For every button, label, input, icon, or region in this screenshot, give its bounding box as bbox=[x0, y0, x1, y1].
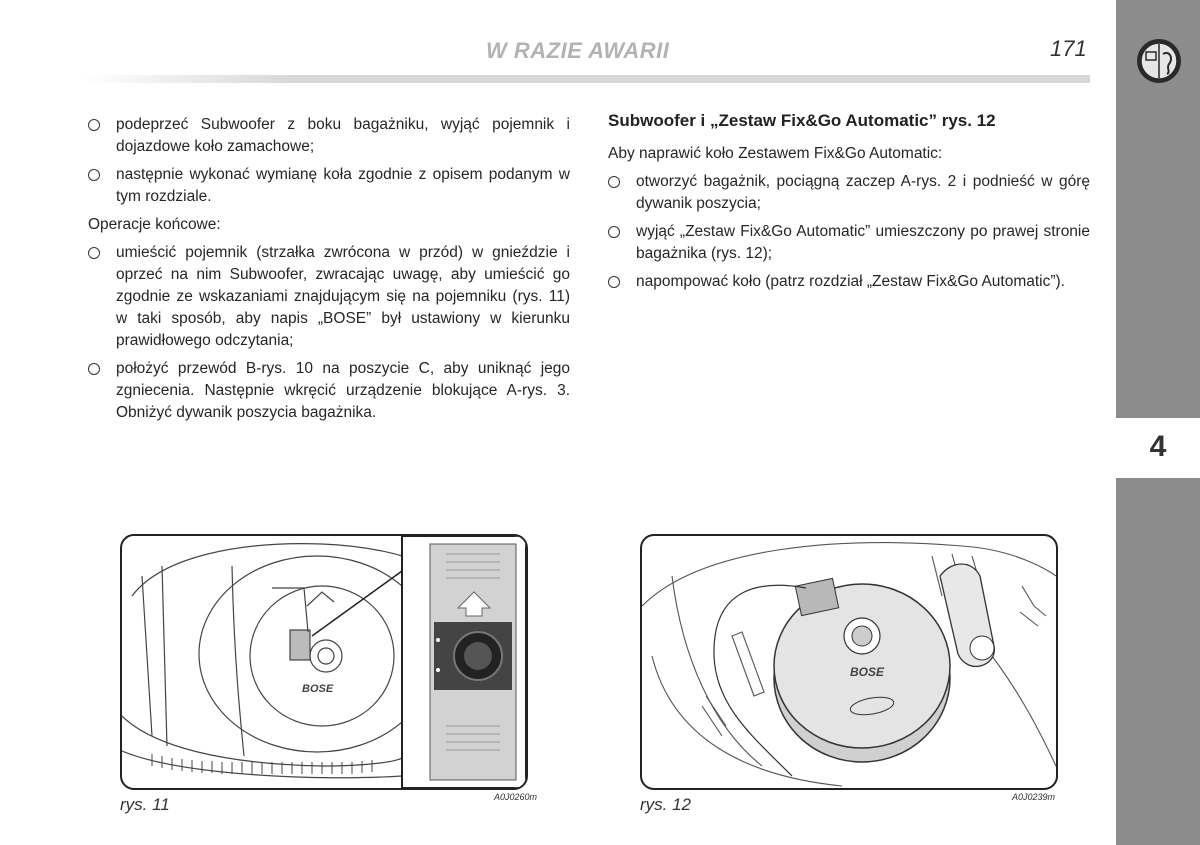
bullet-circle-icon bbox=[88, 169, 100, 181]
paragraph: Aby naprawić koło Zestawem Fix&Go Automatic: bbox=[608, 145, 943, 162]
header-rule bbox=[84, 75, 1090, 83]
list-item: następnie wykonać wymianę koła zgodnie z opisem podanym w tym rozdziale. bbox=[88, 164, 570, 208]
paragraph: Operacje końcowe: bbox=[88, 216, 221, 233]
bullet-circle-icon bbox=[608, 276, 620, 288]
list-item: umieścić pojemnik (strzałka zwrócona w przód) w gnieździe i oprzeć na nim Subwoofer, zwracając uwagę, aby umieścić go zgodnie ze wskazaniami znajdującym się na pojemniku (rys. 11) w taki sposób, aby napis „BOSE” był ustawiony w kierunku prawidłowego odczytania; bbox=[88, 242, 570, 352]
bullet-circle-icon bbox=[88, 247, 100, 259]
list-item: napompować koło (patrz rozdział „Zestaw Fix&Go Automatic”). bbox=[608, 271, 1090, 293]
figure-11-code: A0J0260m bbox=[494, 792, 538, 802]
section-heading: Subwoofer i „Zestaw Fix&Go Automatic” rys. 12 bbox=[608, 111, 996, 130]
figure-12-caption: rys. 12 bbox=[640, 795, 692, 814]
chapter-side-tab bbox=[1116, 0, 1200, 845]
bullet-circle-icon bbox=[608, 226, 620, 238]
bullet-circle-icon bbox=[88, 119, 100, 131]
alfa-romeo-logo-icon bbox=[1136, 38, 1182, 84]
bullet-circle-icon bbox=[608, 176, 620, 188]
list-item: podeprzeć Subwoofer z boku bagażniku, wyjąć pojemnik i dojazdowe koło zamachowe; bbox=[88, 114, 570, 158]
page-number: 171 bbox=[1050, 36, 1087, 61]
bose-label: BOSE bbox=[850, 665, 885, 679]
figure-12-code: A0J0239m bbox=[1012, 792, 1056, 802]
list-item: otworzyć bagażnik, pociągną zaczep A-rys. 2 i podnieść w górę dywanik poszycia; bbox=[608, 171, 1090, 215]
left-text-column bbox=[88, 114, 570, 430]
figure-12-illustration bbox=[640, 534, 1058, 790]
list-item: wyjąć „Zestaw Fix&Go Automatic” umieszczony po prawej stronie bagażnika (rys. 12); bbox=[608, 221, 1090, 265]
right-text-column bbox=[608, 110, 1090, 299]
figure-11-caption: rys. 11 bbox=[120, 795, 170, 814]
bullet-circle-icon bbox=[88, 363, 100, 375]
chapter-box bbox=[1116, 418, 1200, 478]
subwoofer-trunk-drawing bbox=[122, 536, 526, 788]
figure-11-illustration bbox=[120, 534, 528, 790]
list-item: położyć przewód B-rys. 10 na poszycie C, aby uniknąć jego zgniecenia. Następnie wkręcić urządzenie blokujące A-rys. 3. Obniżyć dywanik poszycia bagażnika. bbox=[88, 358, 570, 424]
running-header: W RAZIE AWARII bbox=[486, 38, 670, 63]
chapter-number: 4 bbox=[1149, 430, 1167, 463]
fix-and-go-trunk-drawing bbox=[642, 536, 1056, 788]
bose-label: BOSE bbox=[302, 683, 334, 695]
